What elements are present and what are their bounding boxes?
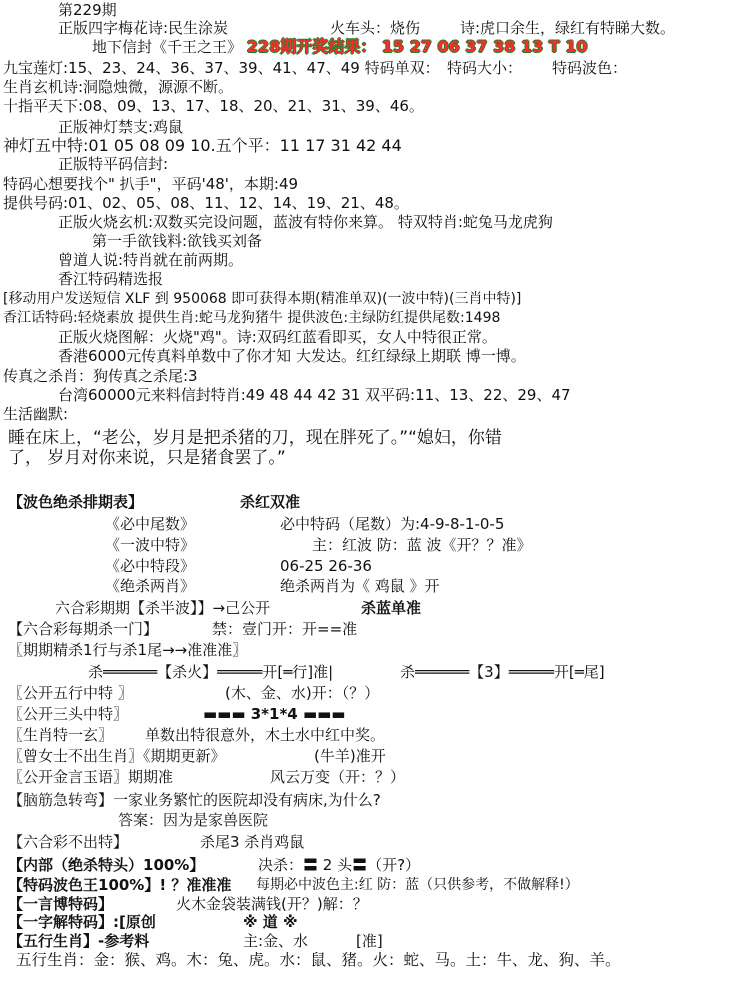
thief-line: 特码心想要找个" 扒手"，平码'48'，本期:49 [3,175,299,193]
fax-kill: 传真之杀肖：狗传真之杀尾:3 [3,367,198,385]
joke-line-1: 睡在床上，“老公，岁月是把杀猪的刀，现在胖死了。”“媳妇，你错 [8,428,502,448]
kill-red: 杀红双准 [240,493,301,511]
internal-row [8,855,421,875]
kill-door-row [8,619,358,639]
zodiac-mystery-row [8,725,386,745]
kill-row-tail: 〖期期精杀1行与杀1尾→→准准准〗 [8,641,248,659]
five-zodiac-main: 主:金、水 [243,932,309,950]
kill-two-label: 《绝杀两肖》 [105,577,196,595]
provided-numbers: 提供号码:01、02、05、08、11、12、14、19、21、48。 [3,194,409,212]
wave-king-row [8,875,579,895]
hk-fax: 香港6000元传真料单数中了你才知 大发达。红红绿绿上期联 博一博。 [58,347,526,365]
wave-value: 主：红波 防：蓝 波《开？？准》 [312,536,532,554]
three-head-label: 〖公开三头中特〗 [8,705,129,723]
wave-king-value: 每期必中波色主:红 防：蓝（只供参考，不做解释!） [256,877,579,893]
taiwan-envelope: 台湾60000元来料信封特肖:49 48 44 42 31 双平码:11、13、22、29、47 [58,386,571,404]
half-wave-label: 六合彩期期【杀半波】】→己公开 [55,599,271,617]
golden-words-row [8,767,406,787]
wave-king-label: 【特码波色王100%】! ？准准准 [8,876,232,894]
internal-label: 【内部（绝杀特头）100%】 [8,856,205,874]
riddle-answer: 答案：因为是家兽医院 [118,811,269,829]
segment-row [105,556,372,576]
five-zodiac-accurate: [准] [356,932,383,950]
one-char-value: ※ 道 ※ [243,913,298,931]
lamp-ban: 正版神灯禁支:鸡鼠 [58,118,184,136]
zodiac-poem: 生肖玄机诗:洞隐烛微，源源不断。 [3,78,234,96]
no-special-row [8,832,305,852]
envelope-title: 地下信封《千王之王》 [92,38,243,56]
kill-fire-row [88,662,605,682]
tail-row [105,514,505,534]
sms-promo: [移动用户发送短信 XLF 到 950068 即可获得本期(精准单双)(一波中特)(三肖中特)] [3,291,522,307]
zeng-says: 曾道人说:特肖就在前两期。 [58,251,244,269]
five-zodiac-label: 【五行生肖】-参考料 [8,932,150,950]
humor-title: 生活幽默: [3,405,69,423]
draw-result: 228期开奖结果： 15 27 06 37 38 13 T 10 [246,37,588,56]
golden-words-label: 〖公开金言玉语〗期期准 [8,768,174,786]
three-head-value: ▬▬▬ 3*1*4 ▬▬▬ [203,705,346,723]
ms-zeng-value: (牛羊)准开 [314,747,386,765]
half-wave-row [55,598,422,618]
first-hand: 第一手欲钱料:欲钱买刘备 [92,232,263,250]
internal-value: 决杀：〓 2 头〓（开?） [258,856,421,874]
one-char-label: 【一字解特码】:[原创 [8,913,156,931]
lamp-five: 神灯五中特:01 05 08 09 10.五个平：11 17 31 42 44 [3,136,402,155]
zodiac-mystery-label: 〖生肖特一玄〗 [8,726,114,744]
kill-two-row [105,576,440,596]
ms-zeng-label: 〖曾女士不出生肖〗《期期更新》 [8,747,226,765]
color-table-title: 【波色绝杀排期表】 [8,493,144,511]
issue-number: 第229期 [58,1,117,19]
kill-fire: 杀══════【杀火】═════开[═行]准| [88,663,334,681]
five-element-row [8,683,380,703]
five-element-value: (木、金、水)开：（？） [225,684,380,702]
envelope-line [92,37,588,57]
joke-line-2: 了， 岁月对你来说，只是猪食罢了。” [8,448,286,468]
tail-label: 《必中尾数》 [105,515,196,533]
five-element-label: 〖公开五行中特 〗 [8,684,133,702]
one-word-row [8,894,368,914]
riddle: 【脑筋急转弯】一家业务繁忙的医院却没有病床,为什么? [8,791,381,809]
golden-words-value: 风云万变（开：？） [270,768,406,786]
special-color: 特码波色： [552,59,628,77]
wave-label: 《一波中特》 [105,536,196,554]
one-word-value: 火木金袋装满钱(开？)解：？ [176,895,368,913]
kill-blue: 杀蓝单准 [361,599,422,617]
kill-two-value: 绝杀两肖为《 鸡鼠 》开 [280,577,440,595]
lotus-lamp: 九宝莲灯:15、23、24、36、37、39、41、47、49 特码单双： [3,59,440,77]
no-special-label: 【六合彩不出特】 [8,833,129,851]
envelope-flat: 正版特平码信封: [58,155,169,173]
train-head: 火车头：烧伤 [330,19,421,37]
five-zodiac-row [8,931,383,951]
tail-value: 必中特码（尾数）为:4-9-8-1-0-5 [280,515,505,533]
wave-row [105,535,532,555]
color-table-row [8,492,301,512]
five-zodiac-list: 五行生肖：金：猴、鸡。木：兔、虎。水：鼠、猪。火：蛇、马。土：牛、龙、狗、羊。 [16,951,621,969]
ms-zeng-row [8,746,386,766]
hk-report-title: 香江特码精选报 [58,270,164,288]
kill-door-label: 【六合彩每期杀一门】 [8,620,159,638]
plum-poem: 正版四字梅花诗:民生涂炭 [58,19,229,37]
hk-talk: 香江话特码:轻烧素放 提供生肖:蛇马龙狗猪牛 提供波色:主绿防红提供尾数:1498 [3,310,501,326]
kill-door-value: 禁：壹门开：开==准 [212,620,358,638]
fire-mystery: 正版火烧玄机:双数买完设问题，蓝波有特你来算。 特双特肖:蛇兔马龙虎狗 [58,213,553,231]
lotus-lamp-line [3,58,628,78]
three-head-row [8,704,346,724]
zodiac-mystery-value: 单数出特很意外，木土水中红中奖。 [145,726,386,744]
segment-value: 06-25 26-36 [280,557,372,575]
plum-poem-line [58,18,676,38]
special-size: 特码大小： [447,59,523,77]
ten-fingers: 十指平天下:08、09、13、17、18、20、21、31、39、46。 [3,97,424,115]
kill-tail: 杀══════【3】═════开[═尾] [400,663,605,681]
one-word-label: 【一言博特码】 [8,895,114,913]
fire-diagram: 正版火烧图解：火烧"鸡"。诗:双码红蓝看即买，女人中特很正常。 [58,328,497,346]
no-special-value: 杀尾3 杀肖鸡鼠 [200,833,305,851]
poem-text: 诗:虎口余生，绿红有特睇大数。 [460,19,676,37]
segment-label: 《必中特段》 [105,557,196,575]
one-char-row [8,912,298,932]
